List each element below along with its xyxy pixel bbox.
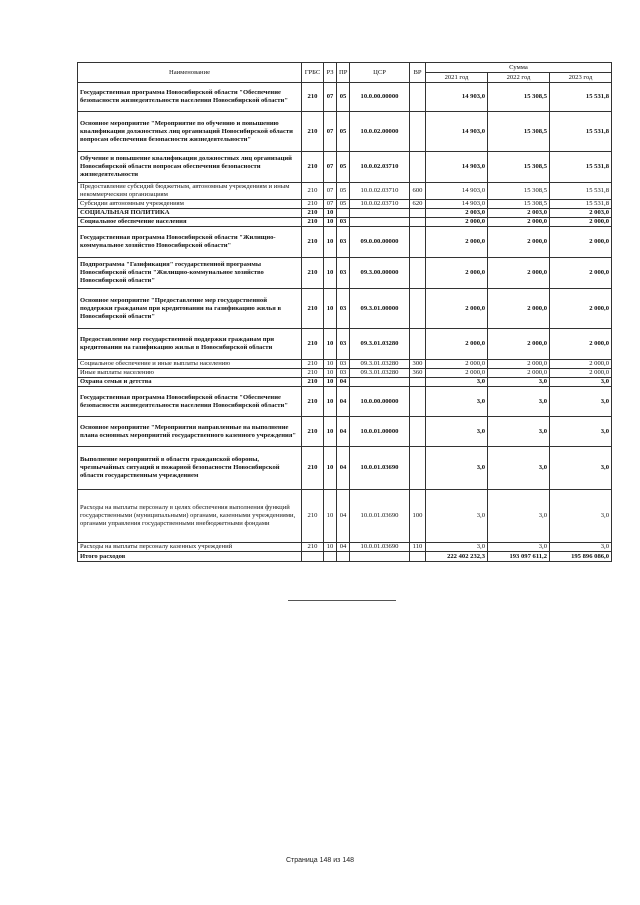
cell-vr	[410, 112, 426, 152]
cell-amount-2022: 15 308,5	[488, 83, 550, 112]
cell-name: Предоставление субсидий бюджетным, автономным учреждениям и иным некоммерческим организациям	[78, 183, 302, 200]
cell-amount-2023: 15 531,8	[550, 183, 612, 200]
cell-amount-2022: 3,0	[488, 387, 550, 417]
cell-csr: 10.0.01.03690	[350, 543, 410, 552]
table-row	[78, 447, 612, 490]
cell-rz: 10	[324, 209, 337, 218]
cell-grbs: 210	[302, 258, 324, 289]
cell-amount-2021: 2 000,0	[426, 227, 488, 258]
cell-amount-2022: 3,0	[488, 543, 550, 552]
cell-grbs: 210	[302, 360, 324, 369]
header-pr: ПР	[337, 63, 350, 83]
cell-amount-2021: 3,0	[426, 490, 488, 543]
cell-grbs: 210	[302, 183, 324, 200]
cell-vr	[410, 552, 426, 562]
cell-vr: 300	[410, 360, 426, 369]
cell-amount-2023: 2 000,0	[550, 218, 612, 227]
cell-amount-2021: 222 402 232,3	[426, 552, 488, 562]
cell-amount-2022: 2 000,0	[488, 369, 550, 378]
cell-amount-2023: 3,0	[550, 378, 612, 387]
cell-amount-2022: 3,0	[488, 447, 550, 490]
cell-name: Выполнение мероприятий в области гражданской обороны, чрезвычайных ситуаций и пожарной безопасности Новосибирской области государственным учреждением	[78, 447, 302, 490]
cell-name: Охрана семьи и детства	[78, 378, 302, 387]
cell-csr: 09.3.00.00000	[350, 258, 410, 289]
cell-pr	[337, 552, 350, 562]
cell-pr: 04	[337, 387, 350, 417]
cell-amount-2023: 3,0	[550, 490, 612, 543]
header-sum: Сумма	[426, 63, 612, 73]
cell-grbs: 210	[302, 83, 324, 112]
table-row	[78, 543, 612, 552]
cell-name: Социальное обеспечение и иные выплаты населению	[78, 360, 302, 369]
cell-csr	[350, 209, 410, 218]
cell-vr	[410, 387, 426, 417]
cell-grbs: 210	[302, 227, 324, 258]
cell-amount-2021: 3,0	[426, 447, 488, 490]
cell-csr: 10.0.02.03710	[350, 200, 410, 209]
cell-pr: 04	[337, 543, 350, 552]
cell-name: Основное мероприятие "Предоставление мер государственной поддержки гражданам при кредитовании на газификацию жилья в Новосибирской области"	[78, 289, 302, 329]
cell-amount-2023: 3,0	[550, 543, 612, 552]
table-row	[78, 209, 612, 218]
table-body	[78, 83, 612, 562]
table-row	[78, 200, 612, 209]
cell-vr: 110	[410, 543, 426, 552]
cell-csr: 10.0.02.03710	[350, 183, 410, 200]
cell-pr: 03	[337, 258, 350, 289]
cell-grbs: 210	[302, 490, 324, 543]
cell-amount-2023: 2 000,0	[550, 329, 612, 360]
cell-amount-2022: 3,0	[488, 417, 550, 447]
cell-rz: 10	[324, 360, 337, 369]
cell-amount-2021: 2 003,0	[426, 209, 488, 218]
cell-amount-2022: 2 000,0	[488, 360, 550, 369]
table-row	[78, 490, 612, 543]
budget-table	[77, 62, 612, 562]
cell-amount-2022: 2 000,0	[488, 329, 550, 360]
cell-vr	[410, 417, 426, 447]
cell-name: Государственная программа Новосибирской области "Обеспечение безопасности жизнедеятельности населения Новосибирской области"	[78, 83, 302, 112]
cell-csr: 09.3.01.00000	[350, 289, 410, 329]
cell-amount-2023: 2 000,0	[550, 360, 612, 369]
cell-vr: 620	[410, 200, 426, 209]
header-grbs: ГРБС	[302, 63, 324, 83]
cell-grbs: 210	[302, 218, 324, 227]
cell-amount-2023: 3,0	[550, 387, 612, 417]
cell-name: Иные выплаты населению	[78, 369, 302, 378]
cell-rz: 10	[324, 490, 337, 543]
cell-vr	[410, 258, 426, 289]
cell-name: Предоставление мер государственной поддержки гражданам при кредитовании на газификацию жилья в Новосибирской области	[78, 329, 302, 360]
cell-vr: 100	[410, 490, 426, 543]
cell-pr: 05	[337, 152, 350, 183]
cell-vr	[410, 209, 426, 218]
cell-amount-2021: 2 000,0	[426, 289, 488, 329]
cell-amount-2023: 2 000,0	[550, 258, 612, 289]
cell-rz: 10	[324, 329, 337, 360]
cell-csr	[350, 552, 410, 562]
cell-amount-2022: 2 000,0	[488, 218, 550, 227]
table-row	[78, 387, 612, 417]
cell-amount-2023: 2 000,0	[550, 227, 612, 258]
table-row	[78, 417, 612, 447]
cell-rz: 07	[324, 200, 337, 209]
cell-csr	[350, 378, 410, 387]
cell-pr: 03	[337, 329, 350, 360]
cell-amount-2021: 14 903,0	[426, 83, 488, 112]
cell-csr: 10.0.00.00000	[350, 83, 410, 112]
cell-amount-2023: 2 000,0	[550, 369, 612, 378]
cell-grbs: 210	[302, 369, 324, 378]
cell-csr: 10.0.02.00000	[350, 112, 410, 152]
cell-pr: 03	[337, 289, 350, 329]
page-number: Страница 148 из 148	[285, 857, 355, 864]
cell-name: Итого расходов	[78, 552, 302, 562]
cell-amount-2022: 3,0	[488, 378, 550, 387]
cell-rz: 10	[324, 543, 337, 552]
cell-pr: 05	[337, 200, 350, 209]
cell-grbs: 210	[302, 289, 324, 329]
cell-amount-2023: 15 531,8	[550, 83, 612, 112]
cell-vr: 360	[410, 369, 426, 378]
cell-csr: 09.3.01.03280	[350, 360, 410, 369]
cell-amount-2021: 2 000,0	[426, 258, 488, 289]
cell-pr: 04	[337, 378, 350, 387]
cell-rz: 07	[324, 83, 337, 112]
table-row	[78, 360, 612, 369]
cell-grbs: 210	[302, 447, 324, 490]
cell-pr: 03	[337, 360, 350, 369]
table-row	[78, 258, 612, 289]
cell-pr: 05	[337, 83, 350, 112]
cell-pr: 03	[337, 227, 350, 258]
cell-rz: 07	[324, 112, 337, 152]
cell-rz: 10	[324, 289, 337, 329]
cell-grbs: 210	[302, 200, 324, 209]
cell-name: Социальное обеспечение населения	[78, 218, 302, 227]
cell-amount-2021: 3,0	[426, 543, 488, 552]
cell-csr: 10.0.01.03690	[350, 447, 410, 490]
cell-pr	[337, 209, 350, 218]
cell-csr: 09.3.01.03280	[350, 329, 410, 360]
cell-amount-2023: 195 896 086,0	[550, 552, 612, 562]
cell-csr: 09.0.00.00000	[350, 227, 410, 258]
cell-amount-2021: 14 903,0	[426, 183, 488, 200]
header-rz: РЗ	[324, 63, 337, 83]
cell-vr	[410, 378, 426, 387]
cell-rz: 10	[324, 387, 337, 417]
cell-grbs: 210	[302, 152, 324, 183]
cell-amount-2022: 2 000,0	[488, 227, 550, 258]
cell-amount-2021: 3,0	[426, 378, 488, 387]
header-year-2022: 2022 год	[488, 73, 550, 83]
cell-vr: 600	[410, 183, 426, 200]
cell-amount-2023: 2 003,0	[550, 209, 612, 218]
cell-amount-2023: 2 000,0	[550, 289, 612, 329]
cell-rz: 10	[324, 447, 337, 490]
cell-grbs: 210	[302, 543, 324, 552]
cell-rz: 10	[324, 378, 337, 387]
cell-vr	[410, 152, 426, 183]
header-csr: ЦСР	[350, 63, 410, 83]
cell-grbs: 210	[302, 378, 324, 387]
cell-name: Основное мероприятие "Мероприятие по обучению и повышению квалификации должностных лиц организаций Новосибирской области вопросам обеспечения безопасности жизнедеятельности"	[78, 112, 302, 152]
cell-name: СОЦИАЛЬНАЯ ПОЛИТИКА	[78, 209, 302, 218]
table-row	[78, 378, 612, 387]
cell-vr	[410, 218, 426, 227]
table-row	[78, 369, 612, 378]
cell-grbs: 210	[302, 329, 324, 360]
cell-amount-2022: 15 308,5	[488, 200, 550, 209]
cell-amount-2021: 2 000,0	[426, 329, 488, 360]
cell-pr: 04	[337, 490, 350, 543]
cell-name: Государственная программа Новосибирской области "Обеспечение безопасности жизнедеятельности населения Новосибирской области"	[78, 387, 302, 417]
cell-csr: 09.3.01.03280	[350, 369, 410, 378]
cell-rz: 10	[324, 227, 337, 258]
cell-amount-2021: 2 000,0	[426, 360, 488, 369]
cell-amount-2021: 2 000,0	[426, 369, 488, 378]
cell-pr: 03	[337, 218, 350, 227]
cell-amount-2022: 193 097 611,2	[488, 552, 550, 562]
cell-pr: 05	[337, 183, 350, 200]
cell-rz: 10	[324, 369, 337, 378]
cell-rz: 10	[324, 417, 337, 447]
cell-amount-2023: 3,0	[550, 417, 612, 447]
cell-amount-2021: 14 903,0	[426, 152, 488, 183]
cell-amount-2023: 15 531,8	[550, 200, 612, 209]
cell-vr	[410, 83, 426, 112]
cell-amount-2023: 15 531,8	[550, 112, 612, 152]
cell-pr: 04	[337, 417, 350, 447]
cell-amount-2022: 2 000,0	[488, 289, 550, 329]
header-name: Наименование	[78, 63, 302, 83]
cell-amount-2021: 14 903,0	[426, 200, 488, 209]
cell-vr	[410, 289, 426, 329]
cell-name: Государственная программа Новосибирской области "Жилищно-коммунальное хозяйство Новосибирской области"	[78, 227, 302, 258]
cell-rz: 07	[324, 183, 337, 200]
table-row	[78, 152, 612, 183]
table-row	[78, 112, 612, 152]
table-row	[78, 289, 612, 329]
cell-rz: 07	[324, 152, 337, 183]
table-row	[78, 183, 612, 200]
cell-csr: 10.0.00.00000	[350, 387, 410, 417]
cell-csr: 10.0.01.00000	[350, 417, 410, 447]
cell-amount-2022: 15 308,5	[488, 183, 550, 200]
table-row	[78, 83, 612, 112]
total-row	[78, 552, 612, 562]
cell-pr: 05	[337, 112, 350, 152]
cell-csr	[350, 218, 410, 227]
cell-rz: 10	[324, 218, 337, 227]
cell-amount-2021: 2 000,0	[426, 218, 488, 227]
table-row	[78, 218, 612, 227]
table-row	[78, 329, 612, 360]
cell-amount-2022: 3,0	[488, 490, 550, 543]
cell-amount-2022: 2 003,0	[488, 209, 550, 218]
cell-amount-2022: 15 308,5	[488, 112, 550, 152]
cell-csr: 10.0.02.03710	[350, 152, 410, 183]
cell-grbs: 210	[302, 112, 324, 152]
cell-name: Расходы на выплаты персоналу в целях обеспечения выполнения функций государственными (муниципальными) органами, казенными учреждениями, органами управления государственными внебюджетными фондами	[78, 490, 302, 543]
header-year-2021: 2021 год	[426, 73, 488, 83]
header-vr: ВР	[410, 63, 426, 83]
cell-grbs: 210	[302, 387, 324, 417]
table-row	[78, 227, 612, 258]
header-year-2023: 2023 год	[550, 73, 612, 83]
cell-grbs	[302, 552, 324, 562]
cell-amount-2021: 14 903,0	[426, 112, 488, 152]
cell-name: Обучение и повышение квалификации должностных лиц организаций Новосибирской области вопросам обеспечения безопасности жизнедеятельности	[78, 152, 302, 183]
cell-amount-2022: 2 000,0	[488, 258, 550, 289]
cell-amount-2023: 3,0	[550, 447, 612, 490]
cell-rz: 10	[324, 258, 337, 289]
cell-name: Основное мероприятие "Мероприятия направленные на выполнение плана основных мероприятий государственного казенного учреждения"	[78, 417, 302, 447]
cell-amount-2021: 3,0	[426, 417, 488, 447]
cell-amount-2023: 15 531,8	[550, 152, 612, 183]
cell-vr	[410, 447, 426, 490]
cell-pr: 04	[337, 447, 350, 490]
cell-pr: 03	[337, 369, 350, 378]
cell-grbs: 210	[302, 417, 324, 447]
cell-vr	[410, 227, 426, 258]
footer-separator	[288, 600, 396, 601]
cell-name: Подпрограмма "Газификация" государственной программы Новосибирской области "Жилищно-коммунальное хозяйство Новосибирской области"	[78, 258, 302, 289]
cell-vr	[410, 329, 426, 360]
cell-amount-2022: 15 308,5	[488, 152, 550, 183]
cell-amount-2021: 3,0	[426, 387, 488, 417]
cell-name: Расходы на выплаты персоналу казенных учреждений	[78, 543, 302, 552]
cell-grbs: 210	[302, 209, 324, 218]
cell-rz	[324, 552, 337, 562]
cell-csr: 10.0.01.03690	[350, 490, 410, 543]
cell-name: Субсидии автономным учреждениям	[78, 200, 302, 209]
